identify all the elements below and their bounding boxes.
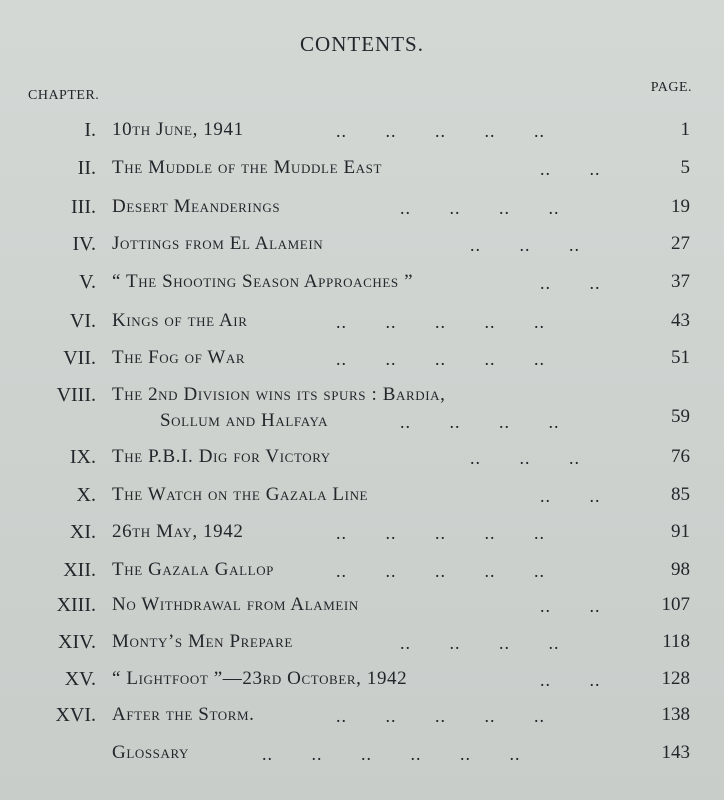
chapter-number: XIII. xyxy=(56,594,96,616)
chapter-number: VII. xyxy=(63,347,96,369)
chapter-column-header: CHAPTER. xyxy=(28,88,100,103)
chapter-number: II. xyxy=(77,157,96,179)
toc-entry[interactable] xyxy=(0,157,724,193)
toc-entry[interactable] xyxy=(0,446,724,482)
toc-entry[interactable] xyxy=(0,559,724,595)
chapter-title: “ Lightfoot ”—23rd October, 1942 xyxy=(112,668,408,689)
chapter-title: The Muddle of the Muddle East xyxy=(112,157,383,178)
chapter-number: X. xyxy=(76,484,96,506)
toc-entry[interactable] xyxy=(0,704,724,740)
dot-leader: .. .. .. .. .. xyxy=(336,349,545,369)
toc-entry[interactable] xyxy=(0,384,724,442)
chapter-title: No Withdrawal from Alamein xyxy=(112,594,359,615)
dot-leader: .. .. .. .. .. xyxy=(336,121,545,141)
page-number: 5 xyxy=(680,157,690,178)
page-number: 91 xyxy=(671,521,690,542)
chapter-title: The Gazala Gallop xyxy=(112,559,275,580)
dot-leader: .. .. .. .. .. xyxy=(336,523,545,543)
page-number: 51 xyxy=(671,347,690,368)
page-number: 98 xyxy=(671,559,690,580)
toc-entry[interactable] xyxy=(0,196,724,232)
toc-entry[interactable] xyxy=(0,347,724,383)
chapter-number: V. xyxy=(79,271,96,293)
dot-leader: .. .. .. .. .. .. xyxy=(262,744,521,764)
dot-leader: .. .. .. .. xyxy=(400,198,560,218)
toc-entry[interactable] xyxy=(0,631,724,667)
chapter-title: 26th May, 1942 xyxy=(112,521,244,542)
page-number: 118 xyxy=(662,631,690,652)
chapter-number: XI. xyxy=(69,521,96,543)
page-number: 1 xyxy=(680,119,690,140)
chapter-title: After the Storm. xyxy=(112,704,255,725)
chapter-number: VI. xyxy=(69,310,96,332)
chapter-title: Glossary xyxy=(112,742,190,763)
page-number: 27 xyxy=(671,233,690,254)
page-number: 107 xyxy=(661,594,690,615)
dot-leader: .. .. xyxy=(540,486,601,506)
page-number: 37 xyxy=(671,271,690,292)
toc-entry[interactable] xyxy=(0,310,724,346)
chapter-number: IV. xyxy=(72,233,96,255)
chapter-number: VIII. xyxy=(56,384,96,406)
toc-entry[interactable] xyxy=(0,742,724,778)
dot-leader: .. .. .. .. .. xyxy=(336,312,545,332)
chapter-title: Desert Meanderings xyxy=(112,196,281,217)
page-number: 59 xyxy=(671,406,690,427)
dot-leader: .. .. .. .. .. xyxy=(336,706,545,726)
chapter-number: XVI. xyxy=(55,704,96,726)
page-number: 143 xyxy=(661,742,690,763)
page-number: 76 xyxy=(671,446,690,467)
chapter-title-continued: Sollum and Halfaya xyxy=(160,410,329,431)
toc-entry[interactable] xyxy=(0,668,724,704)
page-number: 138 xyxy=(661,704,690,725)
dot-leader: .. .. xyxy=(540,273,601,293)
dot-leader: .. .. .. .. xyxy=(400,633,560,653)
page-number: 43 xyxy=(671,310,690,331)
toc-entry[interactable] xyxy=(0,233,724,269)
toc-entry[interactable] xyxy=(0,484,724,520)
chapter-number: III. xyxy=(71,196,96,218)
chapter-number: XIV. xyxy=(58,631,96,653)
chapter-title: The Watch on the Gazala Line xyxy=(112,484,369,505)
chapter-title: 10th June, 1941 xyxy=(112,119,244,140)
chapter-title: The 2nd Division wins its spurs : Bardia, xyxy=(112,384,446,405)
chapter-title: The P.B.I. Dig for Victory xyxy=(112,446,331,467)
chapter-number: IX. xyxy=(69,446,96,468)
chapter-number: I. xyxy=(84,119,96,141)
chapter-number: XII. xyxy=(63,559,96,581)
chapter-title: Monty’s Men Prepare xyxy=(112,631,293,652)
dot-leader: .. .. .. .. .. xyxy=(336,561,545,581)
dot-leader: .. .. .. xyxy=(470,235,580,255)
dot-leader: .. .. xyxy=(540,596,601,616)
toc-entry[interactable] xyxy=(0,119,724,155)
toc-entry[interactable] xyxy=(0,521,724,557)
dot-leader: .. .. .. xyxy=(470,448,580,468)
chapter-title: Jottings from El Alamein xyxy=(112,233,324,254)
page-column-header: PAGE. xyxy=(650,80,692,95)
chapter-title: “ The Shooting Season Approaches ” xyxy=(112,271,414,292)
page-title: CONTENTS. xyxy=(300,32,424,56)
chapter-title: The Fog of War xyxy=(112,347,246,368)
page-number: 19 xyxy=(671,196,690,217)
dot-leader: .. .. xyxy=(540,670,601,690)
chapter-title: Kings of the Air xyxy=(112,310,248,331)
toc-entry[interactable] xyxy=(0,271,724,307)
dot-leader: .. .. .. .. xyxy=(400,412,560,432)
toc-entry[interactable] xyxy=(0,594,724,630)
dot-leader: .. .. xyxy=(540,159,601,179)
page-number: 85 xyxy=(671,484,690,505)
page-number: 128 xyxy=(661,668,690,689)
chapter-number: XV. xyxy=(64,668,96,690)
